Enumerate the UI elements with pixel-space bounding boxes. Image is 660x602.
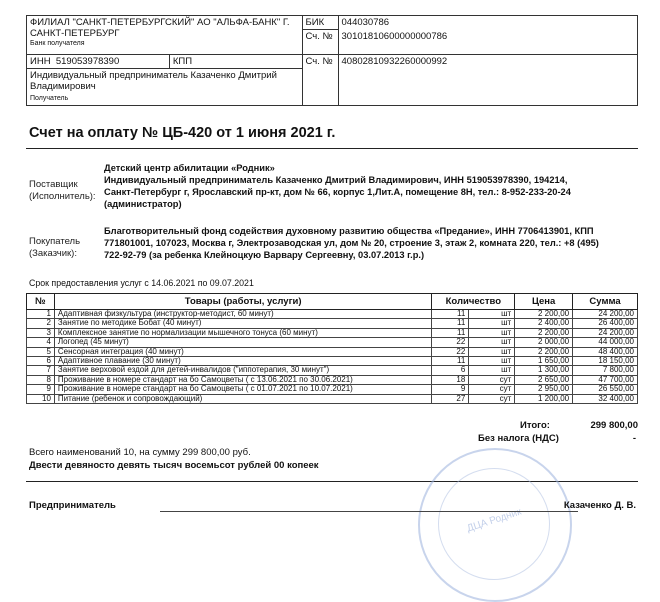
row-unit: шт xyxy=(469,310,515,319)
recipient-cell xyxy=(27,69,303,106)
row-price: 1 650,00 xyxy=(515,357,573,366)
row-number: 6 xyxy=(27,357,55,366)
row-unit: шт xyxy=(469,319,515,328)
row-unit: сут xyxy=(469,375,515,384)
row-item-name: Сенсорная интеграция (40 минут) xyxy=(54,347,432,356)
row-item-name: Проживание в номере стандарт на бо Самоцветы ( с 13.06.2021 по 30.06.2021) xyxy=(54,375,432,384)
acc-value: 40802810932260000992 xyxy=(338,55,637,106)
col-header-quantity: Количество xyxy=(432,294,515,310)
row-price: 2 400,00 xyxy=(515,319,573,328)
row-quantity: 6 xyxy=(432,366,469,375)
row-number: 5 xyxy=(27,347,55,356)
row-sum: 18 150,00 xyxy=(573,357,638,366)
row-sum: 7 800,00 xyxy=(573,366,638,375)
invoice-title: Счет на оплату № ЦБ-420 от 1 июня 2021 г. xyxy=(29,125,336,141)
row-price: 2 200,00 xyxy=(515,310,573,319)
vat-label: Без налога (НДС) xyxy=(478,433,559,444)
row-quantity: 18 xyxy=(432,375,469,384)
row-number: 1 xyxy=(27,310,55,319)
row-number: 4 xyxy=(27,338,55,347)
items-body xyxy=(27,310,638,404)
buyer-label xyxy=(29,236,80,260)
row-sum: 44 000,00 xyxy=(573,338,638,347)
supplier-line2: Индивидуальный предприниматель Казаченко Дмитрий Владимирович, ИНН 519053978390, 194214, xyxy=(104,175,568,185)
recipient-line1: Индивидуальный предприниматель Казаченко Дмитрий xyxy=(30,70,277,81)
recipient-caption: Получатель xyxy=(30,95,69,102)
items-count-summary: Всего наименований 10, на сумму 299 800,00 руб. xyxy=(29,447,251,458)
kpp-label: КПП xyxy=(172,56,193,67)
bank-name-line2: САНКТ-ПЕТЕРБУРГ xyxy=(30,28,120,39)
row-unit: сут xyxy=(469,394,515,403)
row-unit: шт xyxy=(469,338,515,347)
row-price: 1 200,00 xyxy=(515,394,573,403)
row-item-name: Комплексное занятие по нормализации мышечного тонуса (60 минут) xyxy=(54,328,432,337)
row-quantity: 22 xyxy=(432,347,469,356)
row-number: 3 xyxy=(27,328,55,337)
row-quantity: 11 xyxy=(432,319,469,328)
row-item-name: Логопед (45 минут) xyxy=(54,338,432,347)
recipient-line2: Владимирович xyxy=(30,81,96,92)
row-sum: 32 400,00 xyxy=(573,394,638,403)
bank-name-cell xyxy=(27,16,303,55)
supplier-line4: (администратор) xyxy=(104,199,182,209)
supplier-details xyxy=(104,162,571,210)
row-unit: шт xyxy=(469,347,515,356)
table-row xyxy=(27,338,638,347)
row-item-name: Питание (ребенок и сопровождающий) xyxy=(54,394,432,403)
row-unit: шт xyxy=(469,357,515,366)
buyer-label-line2: (Заказчик): xyxy=(29,248,77,259)
row-item-name: Занятие по методике Бобат (40 минут) xyxy=(54,319,432,328)
items-header-row xyxy=(27,294,638,310)
row-quantity: 11 xyxy=(432,328,469,337)
row-sum: 24 200,00 xyxy=(573,328,638,337)
buyer-line1: Благотворительный фонд содействия духовному развитию общества «Предание», ИНН 7706413901, КПП xyxy=(104,226,594,236)
stamp-text: ДЦА Родник xyxy=(465,506,523,535)
row-item-name: Проживание в номере стандарт на бо Самоцветы ( с 01.07.2021 по 10.07.2021) xyxy=(54,385,432,394)
col-header-price: Цена xyxy=(515,294,573,310)
row-unit: сут xyxy=(469,385,515,394)
supplier-line1: Детский центр абилитации «Родник» xyxy=(104,163,275,173)
row-number: 2 xyxy=(27,319,55,328)
signature-name: Казаченко Д. В. xyxy=(563,500,636,511)
row-number: 8 xyxy=(27,375,55,384)
table-row xyxy=(27,319,638,328)
row-sum: 48 400,00 xyxy=(573,347,638,356)
row-sum: 26 550,00 xyxy=(573,385,638,394)
bank-caption: Банк получателя xyxy=(30,40,85,47)
row-price: 2 000,00 xyxy=(515,338,573,347)
row-sum: 26 400,00 xyxy=(573,319,638,328)
bik-value: 044030786 xyxy=(338,16,637,30)
buyer-line3: 722-92-79 (за ребенка Клейноцкую Варвару Сергеевну, 03.07.2013 г.р.) xyxy=(104,250,425,260)
row-unit: шт xyxy=(469,328,515,337)
vat-value: - xyxy=(632,433,636,444)
buyer-label-line1: Покупатель xyxy=(29,236,81,247)
col-header-sum: Сумма xyxy=(573,294,638,310)
supplier-label-line2: (Исполнитель): xyxy=(29,191,96,202)
row-price: 2 200,00 xyxy=(515,328,573,337)
bik-label: БИК xyxy=(302,16,338,30)
inn-value: 519053978390 xyxy=(55,56,120,67)
row-number: 10 xyxy=(27,394,55,403)
table-row xyxy=(27,394,638,403)
row-sum: 47 700,00 xyxy=(573,375,638,384)
row-sum: 24 200,00 xyxy=(573,310,638,319)
bank-details-table xyxy=(26,15,638,106)
row-quantity: 27 xyxy=(432,394,469,403)
row-quantity: 22 xyxy=(432,338,469,347)
acc-label: Сч. № xyxy=(302,55,338,106)
bank-name-line1: ФИЛИАЛ "САНКТ-ПЕТЕРБУРГСКИЙ" АО "АЛЬФА-БАНК" Г. xyxy=(30,17,290,28)
buyer-details xyxy=(104,225,599,261)
row-price: 1 300,00 xyxy=(515,366,573,375)
supplier-label xyxy=(29,179,96,203)
row-quantity: 9 xyxy=(432,385,469,394)
signature-role: Предприниматель xyxy=(29,500,116,511)
service-period: Срок предоставления услуг с 14.06.2021 по 09.07.2021 xyxy=(29,278,254,288)
corr-label: Сч. № xyxy=(302,30,338,55)
row-price: 2 200,00 xyxy=(515,347,573,356)
table-row xyxy=(27,366,638,375)
row-number: 9 xyxy=(27,385,55,394)
kpp-cell xyxy=(169,55,302,69)
corr-value: 30101810600000000786 xyxy=(338,30,637,55)
col-header-number: № xyxy=(27,294,55,310)
row-item-name: Адаптивная физкультура (инструктор-методист, 60 минут) xyxy=(54,310,432,319)
row-price: 2 650,00 xyxy=(515,375,573,384)
supplier-label-line1: Поставщик xyxy=(29,179,78,190)
amount-in-words: Двести девяносто девять тысяч восемьсот рублей 00 копеек xyxy=(29,460,319,471)
row-item-name: Занятие верховой ездой для детей-инвалидов ("иппотерапия, 30 минут") xyxy=(54,366,432,375)
row-quantity: 11 xyxy=(432,310,469,319)
supplier-line3: Санкт-Петербург г, Ярославский пр-кт, дом № 66, корпус 1,Лит.А, помещение 8Н, тел.: 8-952-233-20-24 xyxy=(104,187,571,197)
inn-cell xyxy=(27,55,170,69)
inn-label: ИНН xyxy=(30,56,51,67)
total-value: 299 800,00 xyxy=(590,420,638,431)
total-label: Итого: xyxy=(520,420,550,431)
items-table xyxy=(26,293,638,404)
row-quantity: 11 xyxy=(432,357,469,366)
row-item-name: Адаптивное плавание (30 минут) xyxy=(54,357,432,366)
title-underline xyxy=(26,148,638,149)
signature-line xyxy=(160,511,578,512)
row-price: 2 950,00 xyxy=(515,385,573,394)
buyer-line2: 771801001, 107023, Москва г, Электрозаводская ул, дом № 20, строение 3, этаж 2, комната 220, тел.: +8 (495) xyxy=(104,238,599,248)
row-number: 7 xyxy=(27,366,55,375)
row-unit: шт xyxy=(469,366,515,375)
col-header-goods: Товары (работы, услуги) xyxy=(54,294,432,310)
table-row xyxy=(27,385,638,394)
